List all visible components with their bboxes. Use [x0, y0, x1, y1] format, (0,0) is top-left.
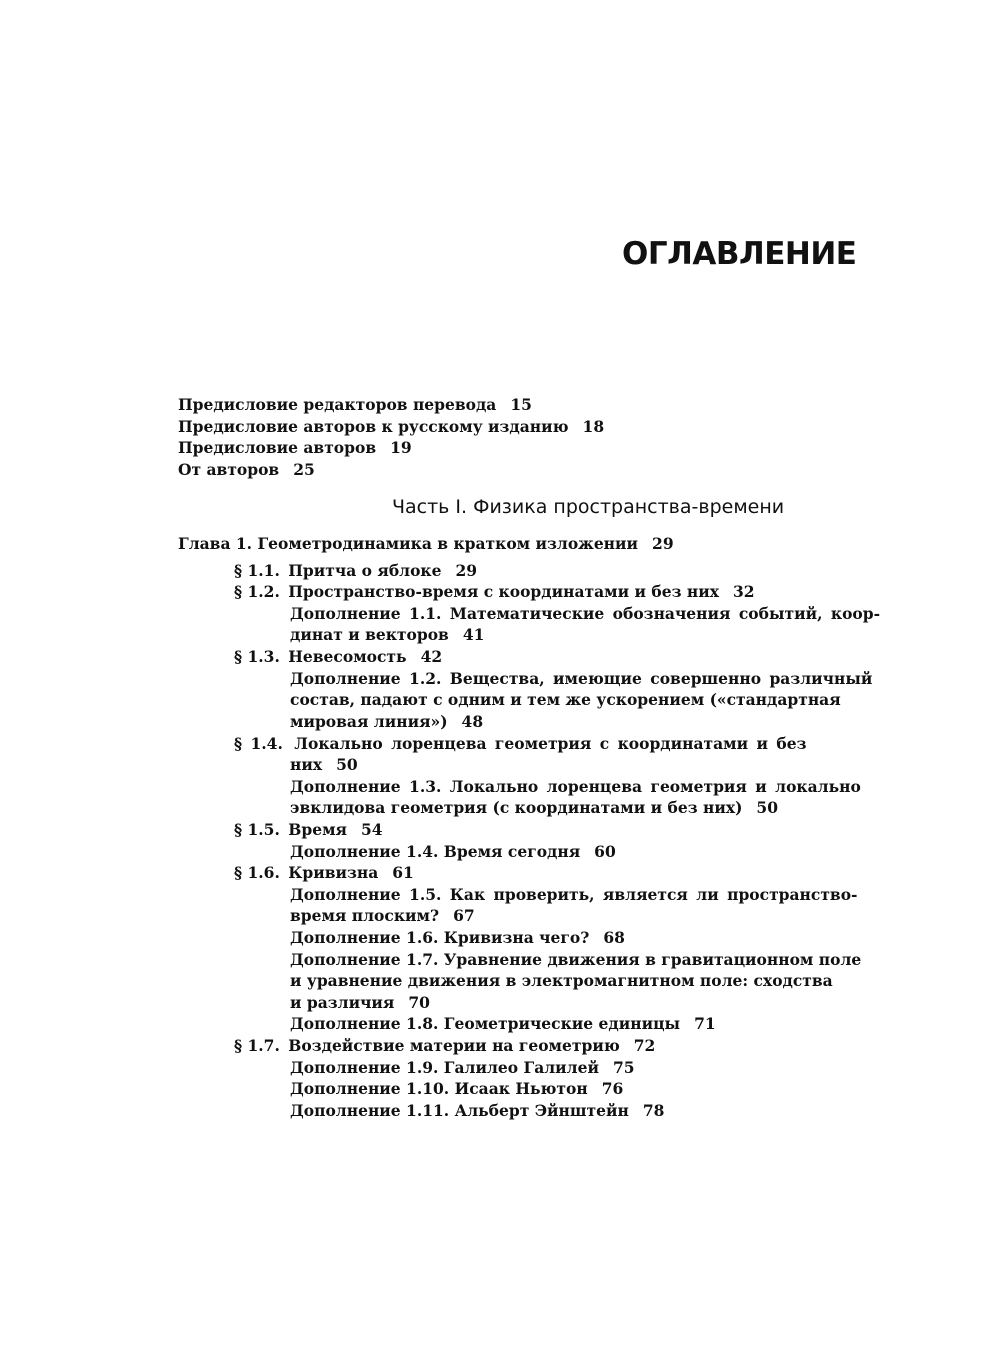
- toc-page-number: 15: [510, 395, 532, 414]
- supplement-entry-continuation[interactable]: [290, 624, 484, 646]
- section-number: § 1.7.: [234, 1036, 280, 1055]
- section-number: § 1.3.: [234, 647, 280, 666]
- section-title: Время: [288, 820, 347, 839]
- toc-page-number: 78: [642, 1101, 665, 1120]
- toc-page-number: 54: [361, 820, 383, 839]
- toc-page-number: 50: [756, 798, 778, 817]
- toc-entry[interactable]: [178, 416, 604, 438]
- section-number: § 1.6.: [234, 863, 280, 882]
- toc-page-number: 41: [462, 625, 485, 644]
- section-title: Невесомость: [288, 647, 407, 666]
- section-entry-continuation[interactable]: [290, 754, 358, 776]
- toc-page-number: 61: [392, 863, 414, 882]
- section-title: Пространство-время с координатами и без них: [288, 582, 719, 601]
- supplement-entry[interactable]: [290, 776, 861, 798]
- section-entry[interactable]: [234, 1035, 655, 1057]
- supplement-title: время плоским?: [290, 906, 440, 925]
- supplement-entry[interactable]: [290, 1057, 635, 1079]
- supplement-title: и уравнение движения в электромагнитном поле: сходства: [290, 971, 833, 990]
- toc-page-number: 75: [612, 1058, 635, 1077]
- supplement-title: Дополнение 1.2. Вещества, имеющие совершенно различный: [290, 669, 873, 688]
- supplement-entry[interactable]: [290, 668, 872, 690]
- section-number: § 1.1.: [234, 561, 280, 580]
- section-title: Локально лоренцева геометрия с координатами и без: [294, 734, 807, 753]
- supplement-title: Дополнение 1.3. Локально лоренцева геометрия и локально: [290, 777, 861, 796]
- supplement-entry[interactable]: [290, 927, 625, 949]
- toc-page-number: 29: [455, 561, 478, 580]
- toc-entry[interactable]: [178, 437, 412, 459]
- section-number: § 1.2.: [234, 582, 280, 601]
- supplement-entry[interactable]: [290, 1100, 664, 1122]
- supplement-entry-continuation[interactable]: [290, 905, 475, 927]
- supplement-title: Дополнение 1.5. Как проверить, является ли пространство-: [290, 885, 858, 904]
- toc-page-number: 68: [603, 928, 625, 947]
- supplement-title: Дополнение 1.8. Геометрические единицы: [290, 1014, 681, 1033]
- supplement-entry[interactable]: [290, 949, 861, 971]
- section-entry[interactable]: [234, 581, 755, 603]
- toc-entry-text: Предисловие авторов: [178, 438, 377, 457]
- supplement-entry[interactable]: [290, 884, 857, 906]
- section-title: них: [290, 755, 323, 774]
- toc-page-number: 76: [601, 1079, 624, 1098]
- supplement-title: Дополнение 1.1. Математические обозначения событий, коор-: [290, 604, 881, 623]
- supplement-title: Дополнение 1.11. Альберт Эйнштейн: [290, 1101, 629, 1120]
- supplement-entry[interactable]: [290, 1078, 623, 1100]
- toc-page-number: 42: [420, 647, 443, 666]
- chapter-entry[interactable]: [178, 533, 674, 555]
- toc-page-number: 70: [408, 993, 430, 1012]
- section-entry[interactable]: [234, 862, 414, 884]
- supplement-entry[interactable]: [290, 1013, 716, 1035]
- toc-page-number: 71: [694, 1014, 716, 1033]
- toc-page-number: 32: [732, 582, 755, 601]
- page-title: ОГЛАВЛЕНИЕ: [622, 236, 857, 272]
- supplement-entry[interactable]: [290, 841, 616, 863]
- toc-page-number: 19: [390, 438, 412, 457]
- supplement-entry-continuation[interactable]: [290, 992, 430, 1014]
- supplement-title: Дополнение 1.10. Исаак Ньютон: [290, 1079, 588, 1098]
- supplement-title: мировая линия»): [290, 712, 448, 731]
- section-entry[interactable]: [234, 646, 442, 668]
- supplement-entry-continuation[interactable]: [290, 711, 483, 733]
- toc-entry-text: Предисловие редакторов перевода: [178, 395, 497, 414]
- supplement-title: эвклидова геометрия (с координатами и без них): [290, 798, 743, 817]
- toc-entry-text: Предисловие авторов к русскому изданию: [178, 417, 569, 436]
- supplement-title: Дополнение 1.9. Галилео Галилей: [290, 1058, 599, 1077]
- toc-page-number: 60: [594, 842, 616, 861]
- section-entry[interactable]: [234, 560, 477, 582]
- toc-page-number: 48: [461, 712, 484, 731]
- section-title: Воздействие материи на геометрию: [288, 1036, 620, 1055]
- toc-page-number: 67: [453, 906, 475, 925]
- chapter-title: Глава 1. Геометродинамика в кратком изложении: [178, 534, 639, 553]
- toc-entry[interactable]: [178, 459, 315, 481]
- toc-page-number: 18: [582, 417, 605, 436]
- section-entry[interactable]: [234, 733, 806, 755]
- supplement-entry-continuation[interactable]: [290, 970, 833, 992]
- toc-page-number: 29: [652, 534, 674, 553]
- toc-page-number: 25: [293, 460, 315, 479]
- supplement-title: Дополнение 1.4. Время сегодня: [290, 842, 581, 861]
- toc-page-number: 72: [633, 1036, 656, 1055]
- supplement-title: состав, падают с одним и тем же ускорением («стандартная: [290, 690, 841, 709]
- section-number: § 1.4.: [234, 734, 283, 753]
- toc-entry[interactable]: [178, 394, 532, 416]
- supplement-entry-continuation[interactable]: [290, 797, 778, 819]
- section-entry[interactable]: [234, 819, 383, 841]
- supplement-title: Дополнение 1.7. Уравнение движения в гравитационном поле: [290, 950, 862, 969]
- part-heading: Часть I. Физика пространства-времени: [392, 496, 785, 518]
- supplement-title: Дополнение 1.6. Кривизна чего?: [290, 928, 590, 947]
- supplement-entry[interactable]: [290, 603, 880, 625]
- section-number: § 1.5.: [234, 820, 280, 839]
- supplement-title: динат и векторов: [290, 625, 449, 644]
- supplement-entry-continuation[interactable]: [290, 689, 841, 711]
- section-title: Притча о яблоке: [288, 561, 442, 580]
- toc-entry-text: От авторов: [178, 460, 280, 479]
- toc-page-number: 50: [336, 755, 358, 774]
- section-title: Кривизна: [288, 863, 379, 882]
- supplement-title: и различия: [290, 993, 395, 1012]
